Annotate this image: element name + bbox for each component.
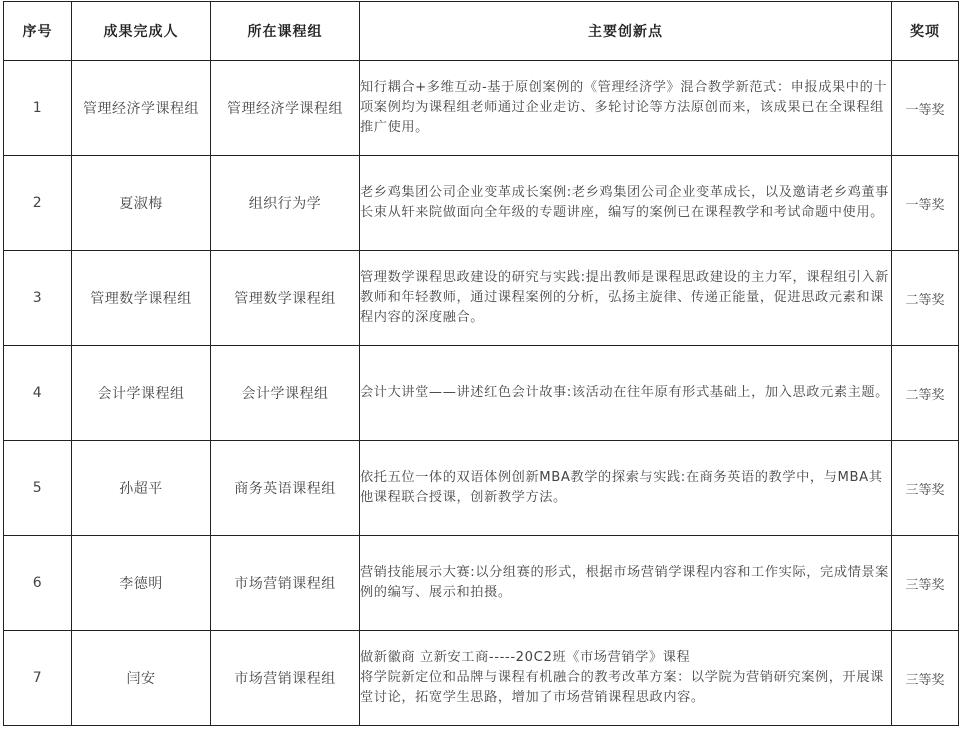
row-award: 一等奖 (892, 156, 959, 251)
row-innovation (360, 441, 892, 536)
row-award: 二等奖 (892, 251, 959, 346)
row-index: 2 (4, 156, 72, 251)
row-group: 市场营销课程组 (211, 536, 360, 631)
innovation-title: 做新徽商 立新安工商-----20C2班《市场营销学》课程 (360, 650, 691, 665)
table-row (4, 631, 959, 726)
header-index: 序号 (4, 2, 72, 61)
table-row (4, 156, 959, 251)
row-index: 7 (4, 631, 72, 726)
row-index: 5 (4, 441, 72, 536)
row-person: 管理经济学课程组 (72, 61, 211, 156)
innovation-text: 依托五位一体的双语体例创新MBA教学的探索与实践:在商务英语的教学中，与MBA其他课程联合授课，创新教学方法。 (360, 470, 883, 505)
row-person: 夏淑梅 (72, 156, 211, 251)
row-innovation (360, 156, 892, 251)
row-group: 会计学课程组 (211, 346, 360, 441)
header-group: 所在课程组 (211, 2, 360, 61)
table-row (4, 346, 959, 441)
table-row (4, 536, 959, 631)
row-innovation (360, 251, 892, 346)
row-group: 市场营销课程组 (211, 631, 360, 726)
innovation-text: 将学院新定位和品牌与课程有机融合的教考改革方案：以学院为营销研究案例，开展课堂讨论，拓宽学生思路，增加了市场营销课程思政内容。 (360, 670, 884, 705)
header-row (4, 2, 959, 61)
header-innovation: 主要创新点 (360, 2, 892, 61)
row-innovation (360, 346, 892, 441)
table-row (4, 441, 959, 536)
innovation-text: 营销技能展示大赛:以分组赛的形式，根据市场营销学课程内容和工作实际，完成情景案例的编写、展示和拍摄。 (360, 565, 889, 600)
row-index: 3 (4, 251, 72, 346)
row-award: 三等奖 (892, 441, 959, 536)
row-index: 6 (4, 536, 72, 631)
row-index: 1 (4, 61, 72, 156)
row-innovation (360, 631, 892, 726)
header-award: 奖项 (892, 2, 959, 61)
row-innovation (360, 536, 892, 631)
row-group: 管理数学课程组 (211, 251, 360, 346)
row-group: 管理经济学课程组 (211, 61, 360, 156)
innovation-text: 老乡鸡集团公司企业变革成长案例:老乡鸡集团公司企业变革成长，以及邀请老乡鸡董事长束从轩来院做面向全年级的专题讲座，编写的案例已在课程教学和考试命题中使用。 (360, 185, 889, 220)
row-person: 李德明 (72, 536, 211, 631)
table-row (4, 61, 959, 156)
row-award: 三等奖 (892, 631, 959, 726)
innovation-text: 会计大讲堂——讲述红色会计故事:该活动在往年原有形式基础上，加入思政元素主题。 (360, 385, 889, 400)
row-group: 组织行为学 (211, 156, 360, 251)
row-award: 二等奖 (892, 346, 959, 441)
innovation-text: 知行耦合+多维互动-基于原创案例的《管理经济学》混合教学新范式：申报成果中的十项案例均为课程组老师通过企业走访、多轮讨论等方法原创而来，该成果已在全课程组推广使用。 (360, 80, 888, 135)
row-person: 孙超平 (72, 441, 211, 536)
row-award: 三等奖 (892, 536, 959, 631)
header-person: 成果完成人 (72, 2, 211, 61)
awards-table (3, 1, 959, 726)
row-innovation (360, 61, 892, 156)
row-person: 管理数学课程组 (72, 251, 211, 346)
table-row (4, 251, 959, 346)
innovation-text: 管理数学课程思政建设的研究与实践:提出教师是课程思政建设的主力军，课程组引入新教师和年轻教师，通过课程案例的分析，弘扬主旋律、传递正能量，促进思政元素和课程内容的深度融合。 (360, 270, 889, 325)
row-index: 4 (4, 346, 72, 441)
row-person: 会计学课程组 (72, 346, 211, 441)
row-award: 一等奖 (892, 61, 959, 156)
row-group: 商务英语课程组 (211, 441, 360, 536)
row-person: 闫安 (72, 631, 211, 726)
